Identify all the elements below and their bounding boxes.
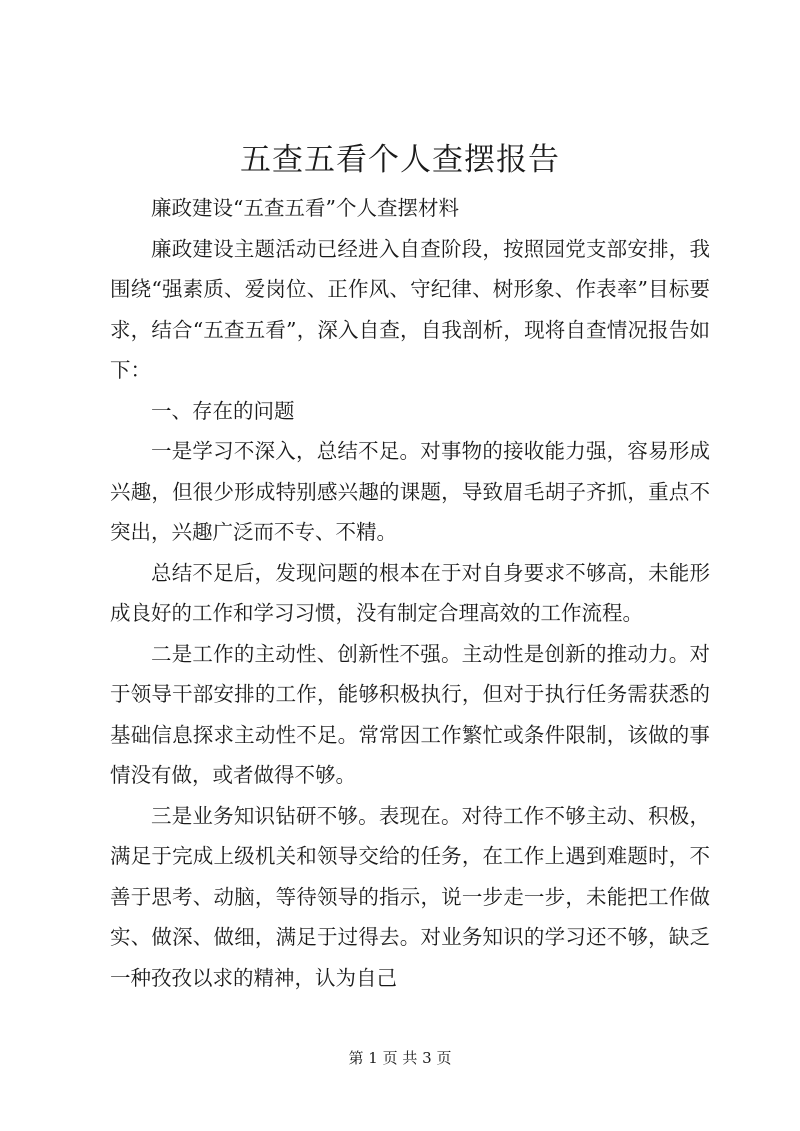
paragraph-problem-1-summary: 总结不足后，发现问题的根本在于对自身要求不够高，未能形成良好的工作和学习习惯，没有制定合理高效的工作流程。 bbox=[110, 560, 710, 625]
paragraph-problem-3: 三是业务知识钻研不够。表现在。对待工作不够主动、积极，满足于完成上级机关和领导交给的任务，在工作上遇到难题时，不善于思考、动脑，等待领导的指示，说一步走一步，未能把工作做实、做深、做细，满足于过得去。对业务知识的学习还不够，缺乏一种孜孜以求的精神，认为自己 bbox=[110, 803, 710, 990]
paragraph-problem-2: 二是工作的主动性、创新性不强。主动性是创新的推动力。对于领导干部安排的工作，能够积极执行，但对于执行任务需获悉的基础信息探求主动性不足。常常因工作繁忙或条件限制，该做的事情没有做，或者做得不够。 bbox=[110, 641, 710, 787]
document-title: 五查五看个人查摆报告 bbox=[240, 142, 560, 178]
paragraph-problem-1: 一是学习不深入，总结不足。对事物的接收能力强，容易形成兴趣，但很少形成特别感兴趣的课题，导致眉毛胡子齐抓，重点不突出，兴趣广泛而不专、不精。 bbox=[110, 439, 710, 544]
paragraph-subtitle: 廉政建设“五查五看”个人查摆材料 bbox=[151, 196, 459, 220]
paragraph-intro: 廉政建设主题活动已经进入自查阶段，按照园党支部安排，我围绕“强素质、爱岗位、正作风、守纪律、树形象、作表率”目标要求，结合“五查五看”，深入自查，自我剖析，现将自查情况报告如下： bbox=[110, 236, 710, 382]
section-heading-problems: 一、存在的问题 bbox=[151, 398, 295, 423]
page-footer: 第 1 页 共 3 页 bbox=[348, 1049, 452, 1067]
document-body bbox=[110, 188, 710, 998]
